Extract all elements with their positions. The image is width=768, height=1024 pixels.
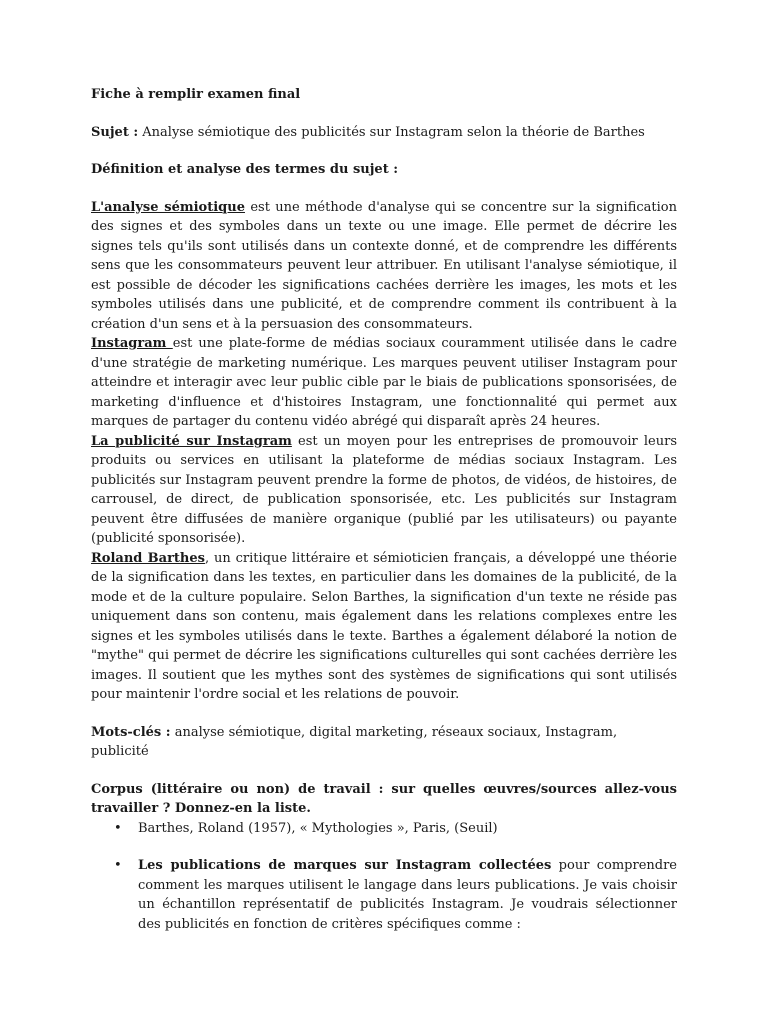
bullet-icon: •: [114, 820, 122, 836]
bullet-icon: •: [114, 858, 122, 873]
document-title: Fiche à remplir examen final: [91, 87, 301, 102]
definition-text: est une plate-forme de médias sociaux couramment utilisée dans le cadre d'une stratégie de marketing numérique. Les marques peuvent utiliser Instagram pour atteindre et interagir avec leur public cible par le biais de publications sponsorisées, de marketing d'influence et d'histoires Instagram, une fonctionnalité qui permet aux marques de partager du contenu vidéo abrégé qui disparaît après 24 heures.: [91, 336, 677, 429]
definition-text: , un critique littéraire et sémioticien français, a développé une théorie de la signification dans les textes, en particulier dans les domaines de la publicité, de la mode et de la culture populaire. Selon Barthes, la signification d'un texte ne réside pas uniquement dans son contenu, mais également dans les relations complexes entre les signes et les symboles utilisés dans le texte. Barthes a également délaboré la notion de "mythe" qui permet de décrire les significations culturelles qui sont cachées derrière les images. Il soutient que les mythes sont des systèmes de significations qui sont utilisés pour maintenir l'ordre social et les relations de pouvoir.: [91, 550, 677, 702]
corpus-question: Corpus (littéraire ou non) de travail : sur quelles œuvres/sources allez-vous travailler ? Donnez-en la liste.: [91, 781, 677, 816]
bullet-text: pour comprendre comment les marques utilisent le langage dans leurs publications. Je vais choisir un échantillon représentatif de publicités Instagram. Je voudrais sélectionner des publicités en fonction de critères spécifiques comme :: [138, 858, 677, 932]
bullet-bold-text: Les publications de marques sur Instagram collectées: [138, 858, 552, 873]
bullet-text: Barthes, Roland (1957), « Mythologies », Paris, (Seuil): [138, 820, 498, 836]
keywords-line: [91, 723, 677, 762]
term-roland-barthes: Roland Barthes: [91, 550, 205, 566]
definition-semiotic-analysis: [91, 198, 677, 335]
keywords-label: Mots-clés :: [91, 724, 171, 740]
term-instagram-advertising: La publicité sur Instagram: [91, 433, 292, 449]
definition-text: est une méthode d'analyse qui se concentre sur la signification des signes et des symboles dans un texte ou une image. Elle permet de décrire les signes tels qu'ils sont utilisés dans un contexte donné, et de comprendre les différents sens que les consommateurs peuvent leur attribuer. En utilisant l'analyse sémiotique, il est possible de décoder les significations cachées derrière les images, les mots et les symboles utilisés dans une publicité, et de comprendre comment ils contribuent à la création d'un sens et à la persuasion des consommateurs.: [91, 199, 677, 332]
term-instagram: Instagram: [91, 336, 173, 351]
definition-text: est un moyen pour les entreprises de promouvoir leurs produits ou services en utilisant la plateforme de médias sociaux Instagram. Les publicités sur Instagram peuvent prendre la forme de photos, de vidéos, de histoires, de carrousel, de direct, de publication sponsorisée, etc. Les publicités sur Instagram peuvent être diffusées de manière organique (publié par les utilisateurs) ou payante (publicité sponsorisée).: [91, 433, 677, 546]
subject-text: Analyse sémiotique des publicités sur Instagram selon la théorie de Barthes: [138, 124, 645, 140]
definition-roland-barthes: [91, 549, 677, 705]
definitions-section: [91, 198, 677, 705]
subject-label: Sujet :: [91, 124, 139, 140]
list-item: [91, 819, 677, 839]
definition-instagram: [91, 334, 677, 432]
subject-line: [91, 123, 677, 143]
definitions-heading: Définition et analyse des termes du sujet :: [91, 162, 399, 177]
definition-instagram-advertising: [91, 432, 677, 549]
corpus-list: [91, 819, 677, 935]
list-item: [91, 856, 677, 934]
document-body: [91, 85, 677, 934]
term-semiotic-analysis: L'analyse sémiotique: [91, 199, 245, 215]
keywords-text: analyse sémiotique, digital marketing, réseaux sociaux, Instagram, publicité: [91, 724, 618, 759]
